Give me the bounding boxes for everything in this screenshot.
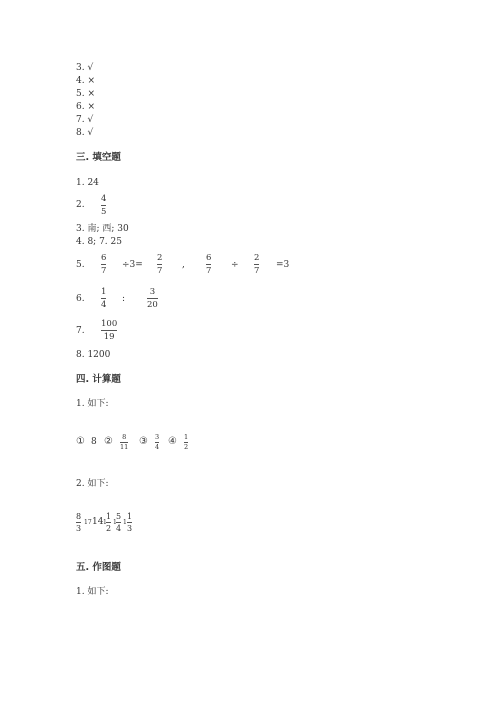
calc-q2-label: 2. 如下: [76, 479, 109, 489]
calc-q1-circle-2: ② [104, 436, 113, 447]
fill-q6-fraction-2: 3 20 [147, 287, 158, 310]
calc-q2-mid-1: 17 [84, 519, 92, 526]
calc-q1-answer-3: 3 4 [155, 433, 160, 451]
fill-q1: 1. 24 [76, 178, 99, 188]
fill-q2-fraction: 4 5 [101, 194, 107, 217]
calc-q2-fraction-1: 8 3 [76, 512, 82, 533]
fill-q5-tail: =3 [276, 260, 290, 270]
calc-q1-answer-4: 1 2 [184, 433, 189, 451]
judge-item-7: 7. √ [76, 115, 94, 125]
fill-q6-num: 6. [76, 294, 85, 304]
judge-item-8: 8. √ [76, 128, 94, 138]
section-title-drawing: 五. 作图题 [76, 562, 121, 573]
fill-q8: 8. 1200 [76, 350, 111, 360]
section-title-fill-blank: 三. 填空题 [76, 152, 121, 163]
calc-q1-circle-1: ① [76, 436, 85, 447]
calc-q2-fraction-3: 5 4 [116, 512, 122, 533]
fill-q3: 3. 南; 西; 30 [76, 224, 129, 234]
fill-q5-num: 5. [76, 260, 85, 270]
calc-q2-mid-2: 14 [92, 517, 104, 527]
calc-q1-circle-3: ③ [139, 436, 148, 447]
fill-q5-fraction-1: 6 7 [101, 253, 107, 276]
judge-item-4: 4. × [76, 76, 96, 86]
fill-q6-fraction-1: 1 4 [101, 287, 107, 310]
fill-q5-comma: , [182, 260, 185, 270]
fill-q5-fraction-2: 2 7 [157, 253, 163, 276]
judge-item-5: 5. × [76, 89, 96, 99]
calc-q2-mid-3: 1 [103, 519, 107, 526]
fill-q5-fraction-3: 6 7 [206, 253, 212, 276]
judge-item-6: 6. × [76, 102, 96, 112]
calc-q2-mid-5: 1 [123, 519, 127, 526]
fill-q7-num: 7. [76, 326, 85, 336]
calc-q1-answer-2: 8 11 [120, 433, 129, 451]
calc-q1-label: 1. 如下: [76, 399, 109, 409]
calc-q1-answer-1: 8 [91, 437, 97, 447]
fill-q5-op-1: ÷3= [122, 260, 143, 270]
fill-q6-separator: : [122, 294, 126, 304]
section-title-calculation: 四. 计算题 [76, 374, 121, 385]
fill-q5-fraction-4: 2 7 [254, 253, 260, 276]
calc-q2-mid-4: 1 [113, 519, 117, 526]
draw-q1-label: 1. 如下: [76, 587, 109, 597]
calc-q1-circle-4: ④ [168, 436, 177, 447]
fill-q7-fraction: 100 19 [101, 319, 118, 342]
calc-q2-fraction-2: 1 2 [106, 512, 112, 533]
calc-q2-fraction-4: 1 3 [127, 512, 133, 533]
judge-item-3: 3. √ [76, 63, 94, 73]
fill-q2-num: 2. [76, 200, 85, 210]
fill-q4: 4. 8; 7. 25 [76, 237, 122, 247]
fill-q5-op-2: ÷ [231, 260, 239, 270]
